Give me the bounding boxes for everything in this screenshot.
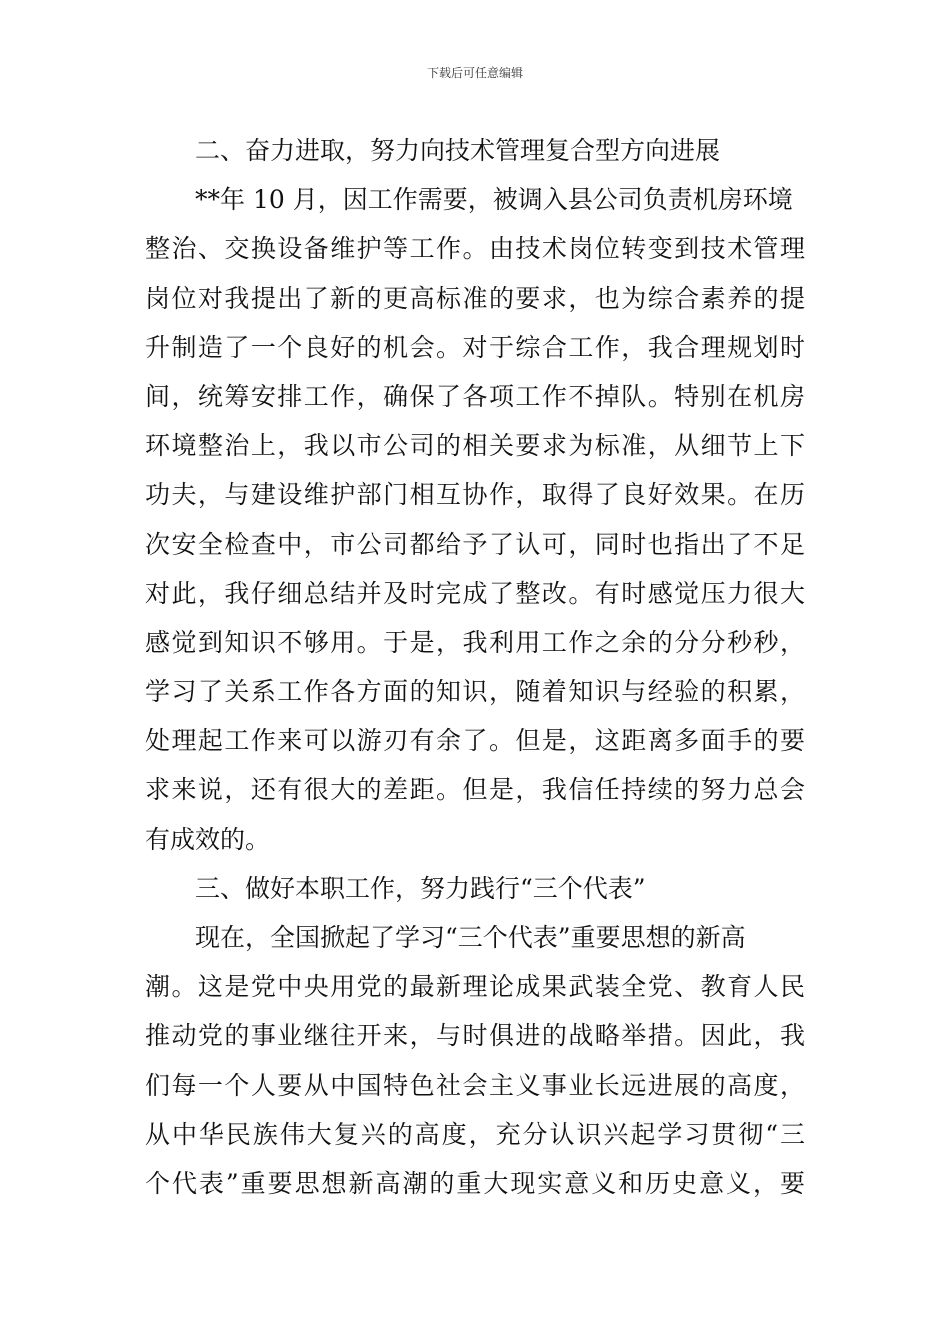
- text-line: 有成效的。: [145, 824, 271, 854]
- text-line: 潮。这是党中央用党的最新理论成果武装全党、教育人民: [145, 972, 805, 1002]
- text-line: 感觉到知识不够用。于是，我利用工作之余的分分秒秒，: [145, 627, 805, 657]
- text-line: 岗位对我提出了新的更高标准的要求，也为综合素养的提: [145, 283, 805, 313]
- text-line: 次安全检查中，市公司都给予了认可，同时也指出了不足: [145, 529, 805, 559]
- text-line: 从中华民族伟大复兴的高度，充分认识兴起学习贯彻“三: [145, 1119, 805, 1149]
- text-line: 三、做好本职工作，努力践行“三个代表”: [195, 873, 646, 903]
- text-line: 整治、交换设备维护等工作。由技术岗位转变到技术管理: [145, 234, 805, 264]
- page-header: 下载后可任意编辑: [426, 66, 523, 80]
- text-line: 现在，全国掀起了学习“三个代表”重要思想的新高: [195, 923, 746, 952]
- text-line: 环境整治上，我以市公司的相关要求为标准，从细节上下: [145, 431, 805, 461]
- text-line: **年 10 月，因工作需要，被调入县公司负责机房环境: [195, 185, 793, 215]
- text-line: 学习了关系工作各方面的知识，随着知识与经验的积累，: [145, 677, 805, 707]
- text-line: 处理起工作来可以游刃有余了。但是，这距离多面手的要: [145, 726, 805, 756]
- text-line: 功夫，与建设维护部门相互协作，取得了良好效果。在历: [145, 480, 805, 510]
- text-line: 推动党的事业继往开来，与时俱进的战略举措。因此，我: [145, 1021, 805, 1051]
- text-line: 们每一个人要从中国特色社会主义事业长远进展的高度，: [145, 1070, 805, 1100]
- text-line: 对此，我仔细总结并及时完成了整改。有时感觉压力很大: [145, 578, 805, 608]
- text-line: 间，统筹安排工作，确保了各项工作不掉队。特别在机房: [145, 381, 805, 411]
- document-body: [145, 126, 805, 1208]
- text-line: 求来说，还有很大的差距。但是，我信任持续的努力总会: [145, 775, 805, 805]
- text-line: 个代表”重要思想新高潮的重大现实意义和历史意义，要: [145, 1168, 805, 1198]
- text-line: 升制造了一个良好的机会。对于综合工作，我合理规划时: [145, 332, 805, 362]
- text-line: 二、奋力进取，努力向技术管理复合型方向进展: [195, 136, 721, 165]
